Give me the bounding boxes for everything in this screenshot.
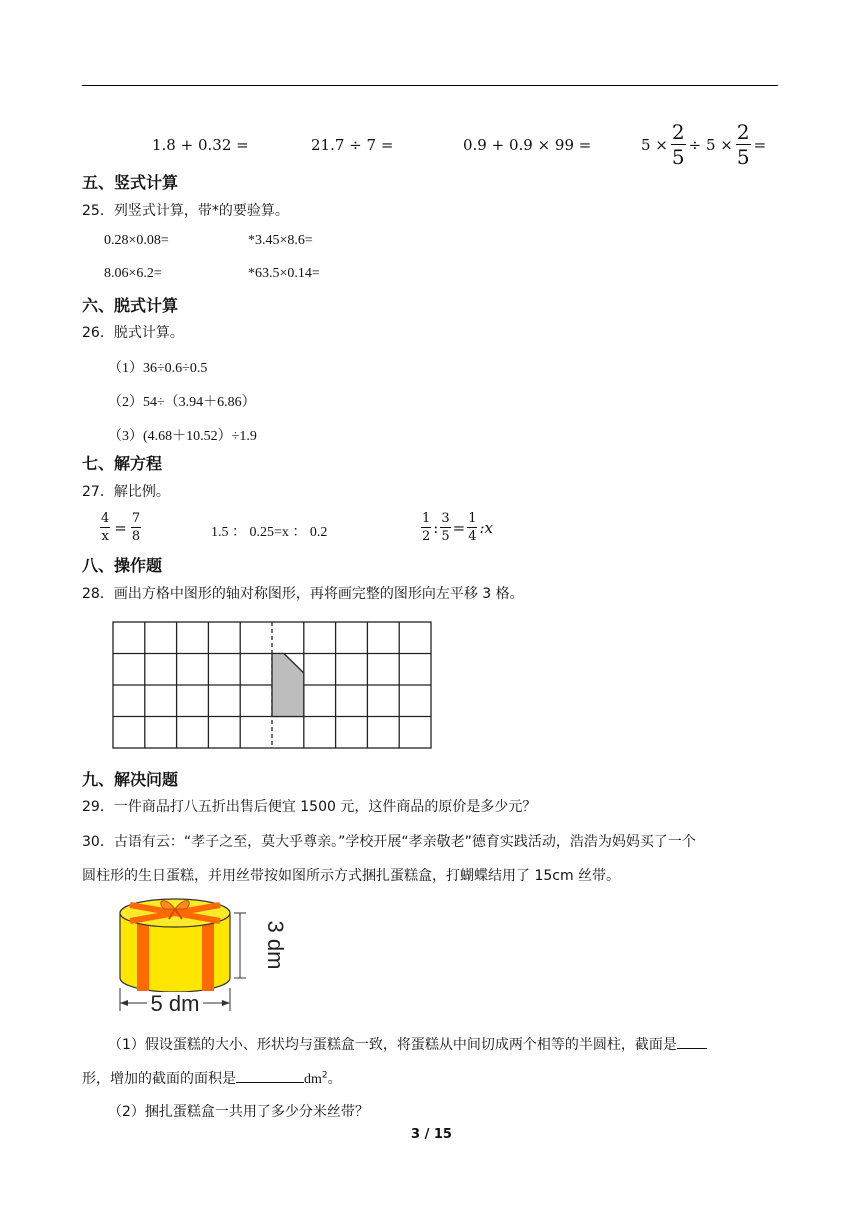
sub-question-2: （2）捆扎蛋糕盒一共用了多少分米丝带？ [108, 1104, 369, 1120]
sub-question-1-line1: （1）假设蛋糕的大小、形状均与蛋糕盒一致，将蛋糕从中间切成两个相等的半圆柱，截面是 [108, 1034, 707, 1054]
proportion-2: 1.5 ： 0.25=x ： 0.2 [211, 525, 328, 540]
step-calc-1: （1）36÷0.6÷0.5 [108, 361, 208, 376]
height-label: 3 dm [263, 920, 288, 970]
question-25: 25．列竖式计算，带*的要验算。 [82, 203, 289, 219]
oral-calc-2: 21.7 ÷ 7 = [311, 136, 394, 154]
question-27: 27．解比例。 [82, 484, 170, 500]
answer-blank-area[interactable] [236, 1082, 304, 1083]
question-28: 28．画出方格中图形的轴对称图形，再将画完整的图形向左平移 3 格。 [82, 586, 524, 602]
section-title-9: 九、解决问题 [82, 770, 179, 789]
cake-box-figure [112, 893, 288, 1017]
vertical-calc-3: 8.06×6.2= [104, 266, 162, 281]
proportion-1: $\frac{4}{x}$ = $\frac{7}{8}$ [101, 511, 141, 544]
oral-calc-3: 0.9 + 0.9 × 99 = [463, 136, 592, 154]
section-title-8: 八、操作题 [82, 556, 163, 575]
section-title-7: 七、解方程 [82, 454, 163, 473]
section-title-5: 五、竖式计算 [82, 173, 179, 192]
step-calc-3: （3）(4.68＋10.52）÷1.9 [108, 429, 257, 444]
page-number: 3 / 15 [411, 1127, 452, 1142]
vertical-calc-1: 0.28×0.08= [104, 233, 169, 248]
vertical-calc-2: *3.45×8.6= [248, 233, 313, 248]
question-30-line1: 30．古语有云：“孝子之至，莫大乎尊亲。”学校开展“孝亲敬老”德育实践活动，浩浩为妈妈买了一个 [82, 834, 696, 850]
width-label: 5 dm [150, 991, 200, 1016]
answer-blank-shape[interactable] [677, 1048, 707, 1049]
vertical-calc-4: *63.5×0.14= [248, 266, 320, 281]
question-30-line2: 圆柱形的生日蛋糕，并用丝带按如图所示方式捆扎蛋糕盒，打蝴蝶结用了 15cm 丝带。 [82, 868, 621, 884]
grid-figure [110, 619, 435, 751]
question-26: 26．脱式计算。 [82, 325, 184, 341]
sub-question-1-line2: 形，增加的截面的面积是 $dm^2$。 [82, 1070, 342, 1087]
section-title-6: 六、脱式计算 [82, 296, 179, 315]
proportion-3: $\frac{1}{2}$ : $\frac{3}{5}$ = $\frac{1}{4}$ :x [422, 511, 493, 544]
step-calc-2: （2）54÷（3.94＋6.86） [108, 395, 256, 410]
question-29: 29．一件商品打八五折出售后便宜 1500 元，这件商品的原价是多少元？ [82, 799, 537, 815]
oral-calc-1: 1.8 + 0.32 = [152, 136, 249, 154]
oral-calc-4: 5 × $\frac{2}{5}$ ÷ 5 × $\frac{2}{5}$ = [641, 120, 767, 169]
shaded-shape [272, 654, 304, 717]
header-rule [82, 85, 778, 86]
